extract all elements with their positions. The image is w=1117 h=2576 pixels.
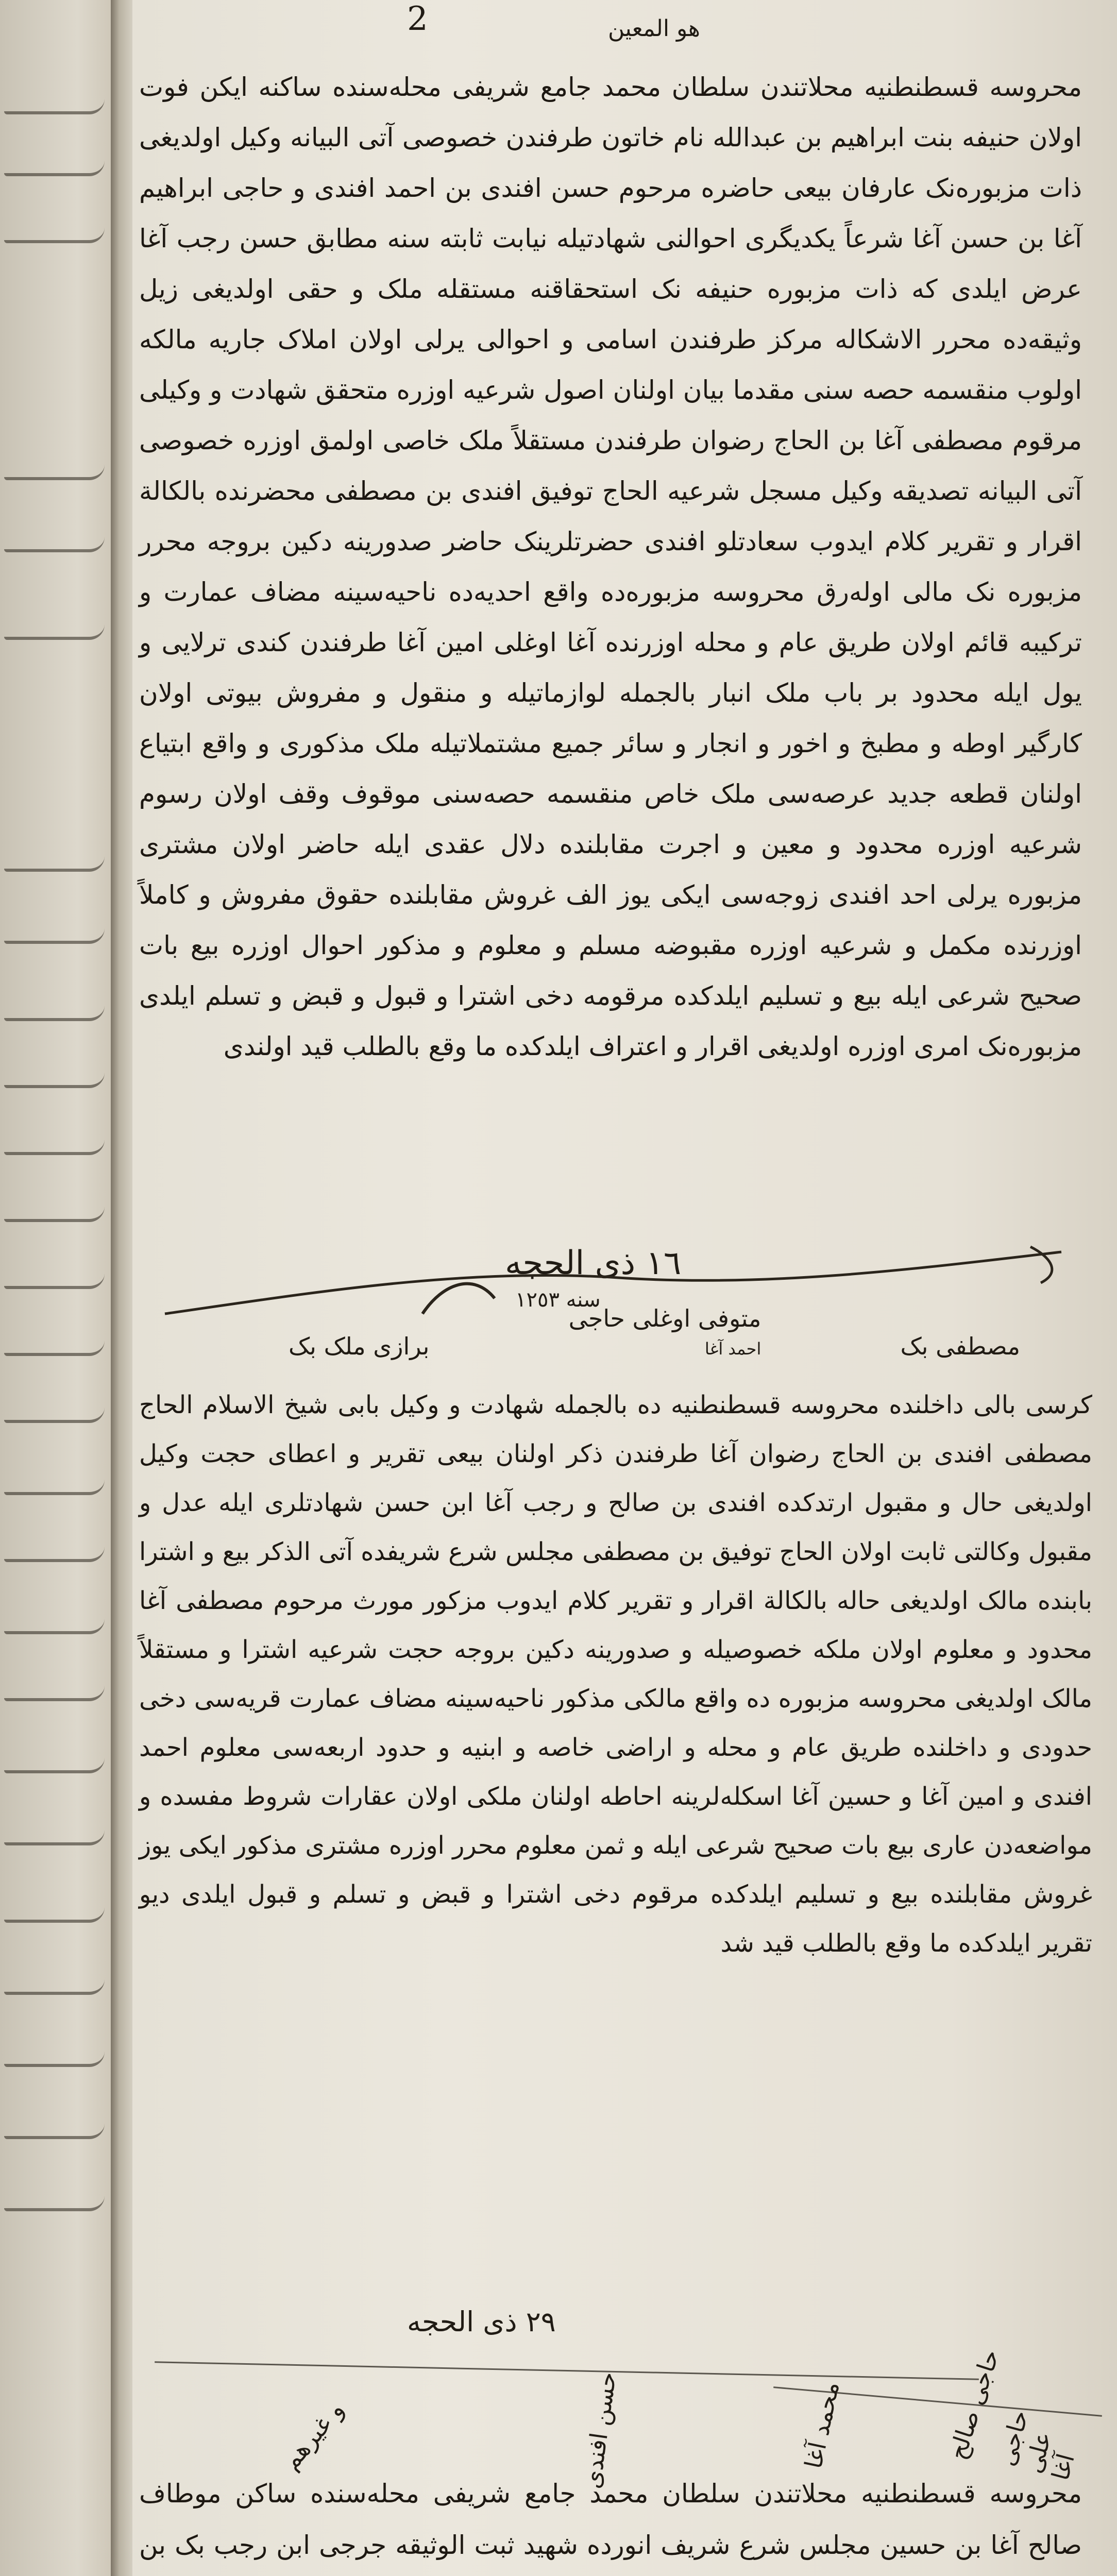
entry-2-date: ٢٩ ذی الحجه	[407, 2306, 556, 2338]
adjacent-page-edge	[0, 0, 112, 2576]
party-middle-name: متوفی اوغلی حاجی	[568, 1304, 761, 1332]
entry-1-date-note: سنه ١٢٥٣	[515, 1288, 601, 1312]
witness-signature: حاجی صالح	[943, 2346, 1005, 2463]
entry-1-date: ١٦ ذی الحجه	[505, 1244, 682, 1282]
invocation-heading: هو المعين	[608, 15, 700, 42]
party-middle-sub: احمد آغا	[704, 1339, 761, 1359]
parties-line	[289, 1304, 1020, 1360]
witness-signature: حاجی علی آغا	[992, 2407, 1080, 2483]
witness-signature: محمد آغا	[799, 2379, 845, 2471]
witness-signature: و غیرهم	[277, 2396, 350, 2475]
record-entry-1: محروسه قسطنطنیه محلاتندن سلطان محمد جامع شریفی محله‌سنده ساکنه ایکن فوت اولان حنیفه بنت ابراهیم بن عبدالله نام خاتون طرفندن خصوصی آتی البیانه وکیل اولدیغی ذات مزبوره‌نک عارفان بیعی حاضره مرحوم حسن افندی بن احمد افندی و حاجی ابراهیم آغا بن حسن آغا شرعاً یکدیگری احوالنی شهادتیله نیابت ثابته سنه مطابق حسن رجب آغا عرض ایلدی که ذات مزبوره حنیفه نک استحقاقنه مستقله ملک و حقی اولدیغی زیل وثیقه‌ده محرر الاشکاله مرکز طرفندن اسامی و احوالی یرلی اولان املاک جاریه مالکه اولوب منقسمه حصه سنی مقدما بیان اولنان اصول شرعیه اوزره متحقق شهادت و وکیلی مرقوم مصطفی آغا بن الحاج رضوان طرفندن مستقلاً ملک خاصی اولمق اوزره خصوصی آتی البیانه تصدیقه وکیل مسجل شرعیه الحاج توفیق افندی بن مصطفی محضرنده بالکالة اقرار و تقریر کلام ایدوب سعادتلو افندی حضرتلرینک حاضر صدورینه دکین بروجه محرر مزبوره نک مالی اوله‌رق محروسه مزبوره‌ده واقع احدیه‌ده ناحیه‌سینه مضاف عمارت و ترکیبه قائم اولان طریق عام و محله اوزرنده آغا اوغلی امین آغا طرفندن کندی ترلایی و یول ایله محدود بر باب ملک انبار بالجمله لوازماتیله و منقول و مفروش بیوتی اولان کارگیر اوطه و مطبخ و اخور و انجار و سائر جمیع مشتملاتیله ملک مذکوری و واقع ابتیاع اولنان قطعه جدید عرصه‌سی ملک خاص منقسمه حصه‌سنی موقوف وقف اولان رسوم شرعیه اوزره محدود و معین و اجرت مقابلنده دلال عقدی ایله حاضر اولان مشتری مزبوره یرلی احد افندی زوجه‌سی ایکی یوز الف غروش مقابلنده حقوق مفروش و کاملاً اوزرنده مکمل و شرعیه اوزره مقبوضه مسلم و معلوم و مذکور احوال اوزره بیع بات صحیح شرعی ایله بیع و تسلیم ایلدکده مرقومه دخی اشترا و قبول و قبض و تسلم ایلدی مزبوره‌نک امری اوزره اولدیغی اقرار و اعتراف ایلدکده ما وقع بالطلب قید اولندی	[139, 72, 1082, 1061]
record-entry-2: کرسی بالی داخلنده محروسه قسطنطنیه ده بالجمله شهادت و وکیل بابی شیخ الاسلام الحاج مصطفی افندی بن الحاج رضوان آغا طرفندن ذکر اولنان بیعی تقریر و اعطای حجت وکیل اولدیغی حال و مقبول ارتدکده افندی بن صالح و رجب آغا ابن حسن شهادتلری ایله عدل و مقبول وکالتی ثابت اولان الحاج توفیق بن مصطفی مجلس شرع شریفده آتی الذکر بیع و اشترا بابنده مالک اولدیغی حاله بالکالة اقرار و تقریر کلام ایدوب مزکور مورث مرحوم مصطفی آغا محدود و معلوم اولان ملکه خصوصیله و صدورینه دکین بروجه حجت شرعیه اشترا و مستقلاً مالک اولدیغی محروسه مزبوره ده واقع مالکی مذکور ناحیه‌سینه مضاف عمارت قریه‌سی دخی حدودی و داخلنده طریق عام و محله و اراضی خاصه و ابنیه و حدود اربعه‌سی معلوم احمد افندی و امین آغا و حسین آغا اسکله‌لرینه احاطه اولنان ملکی اولان عقارات شروط مفسده و مواضعه‌دن عاری بیع بات صحیح شرعی ایله و ثمن معلوم محرر اوزره مشتری مذکور ایکی یوز غروش مقابلنده بیع و تسلیم ایلدکده مرقوم دخی اشترا و قبض و تسلم و قبول ایلدی دیو تقریر ایلدکده ما وقع بالطلب قید شد	[139, 1391, 1092, 1958]
folio-mark: 2	[407, 0, 428, 38]
party-middle	[569, 1304, 761, 1360]
party-right: برازی ملک بک	[289, 1332, 430, 1360]
divider-line	[155, 2361, 979, 2380]
party-left: مصطفی بک	[900, 1332, 1020, 1360]
book-binding-gutter	[111, 0, 132, 2576]
witness-signature: حسن افندی	[578, 2370, 622, 2490]
record-entry-3: محروسه قسطنطنیه محلاتندن سلطان محمد جامع شریفی محله‌سنده ساکن موطاف صالح آغا بن حسین مجلس شرع شریف انورده شهید ثبت الوثیقه جرجی ابن رجب بک بن	[139, 2479, 1082, 2560]
